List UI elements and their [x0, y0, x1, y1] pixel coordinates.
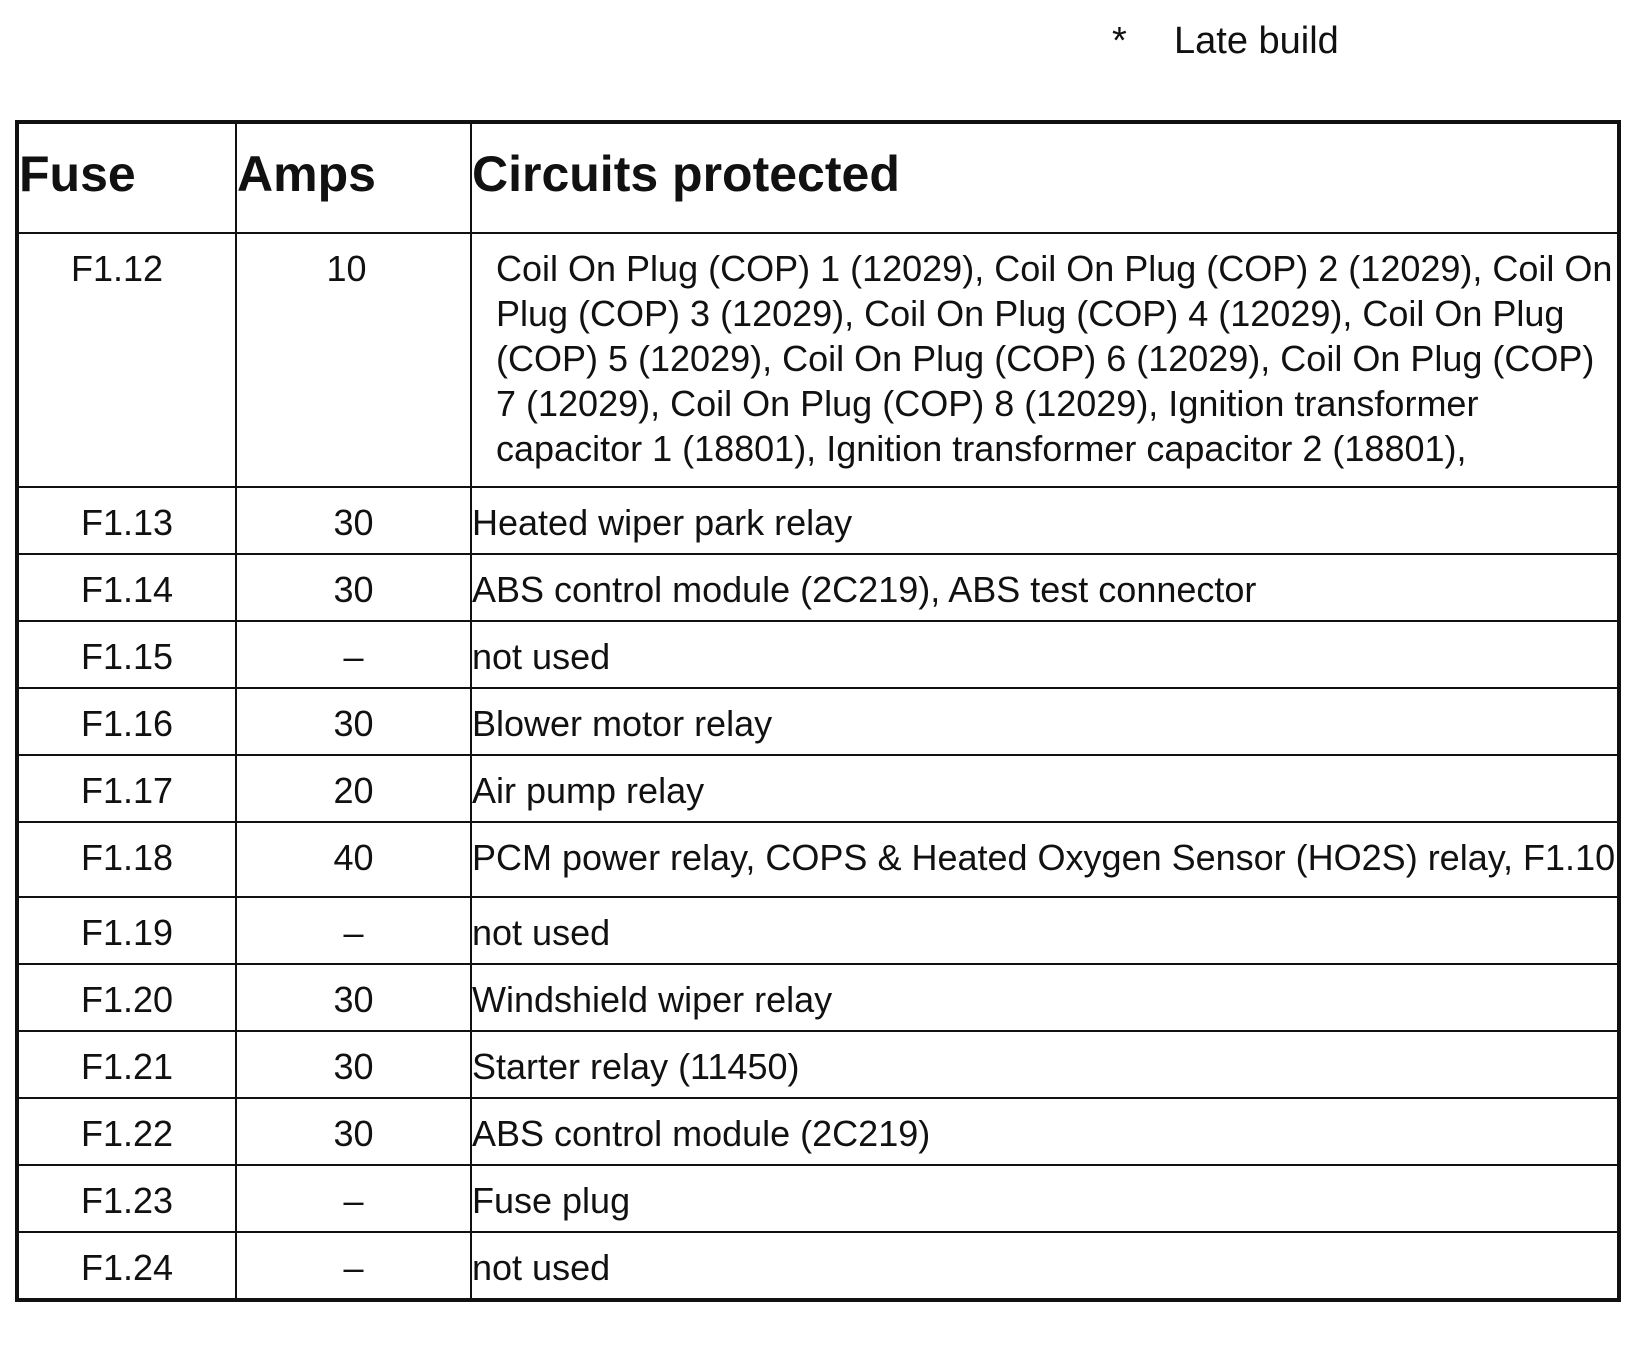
amps-cell: –	[236, 621, 471, 688]
header-circuits: Circuits protected	[471, 122, 1619, 233]
header-amps: Amps	[236, 122, 471, 233]
circuits-cell: Coil On Plug (COP) 1 (12029), Coil On Plug (COP) 2 (12029), Coil On Plug (COP) 3 (12029), Coil On Plug (COP) 4 (12029), Coil On Plug (COP) 5 (12029), Coil On Plug (COP) 6 (12029), Coil On Plug (COP) 7 (12029), Coil On Plug (COP) 8 (12029), Ignition transformer capacitor 1 (18801), Ignition transformer capacitor 2 (18801),	[471, 233, 1619, 487]
amps-cell: –	[236, 1232, 471, 1300]
circuits-cell: Air pump relay	[471, 755, 1619, 822]
fuse-cell: F1.20	[17, 964, 236, 1031]
amps-cell: –	[236, 1165, 471, 1232]
table-row	[17, 688, 1619, 755]
table-row	[17, 487, 1619, 554]
header-fuse: Fuse	[17, 122, 236, 233]
amps-cell: 30	[236, 688, 471, 755]
table-row	[17, 621, 1619, 688]
fuse-cell: F1.16	[17, 688, 236, 755]
table-row	[17, 554, 1619, 621]
table-row	[17, 1031, 1619, 1098]
circuits-cell: not used	[471, 621, 1619, 688]
amps-cell: 30	[236, 1098, 471, 1165]
amps-cell: 30	[236, 964, 471, 1031]
circuits-cell: ABS control module (2C219)	[471, 1098, 1619, 1165]
fuse-cell: F1.19	[17, 897, 236, 964]
circuits-cell: Starter relay (11450)	[471, 1031, 1619, 1098]
table-row	[17, 233, 1619, 487]
fuse-cell: F1.17	[17, 755, 236, 822]
fuse-cell: F1.24	[17, 1232, 236, 1300]
late-build-note	[1112, 18, 1339, 64]
table-row	[17, 822, 1619, 897]
circuits-cell: Fuse plug	[471, 1165, 1619, 1232]
note-text: Late build	[1174, 20, 1339, 62]
fuse-table	[15, 120, 1621, 1302]
amps-cell: 10	[236, 233, 471, 487]
table-row	[17, 964, 1619, 1031]
table-row	[17, 1232, 1619, 1300]
fuse-cell: F1.12	[17, 233, 236, 487]
fuse-cell: F1.14	[17, 554, 236, 621]
circuits-cell: PCM power relay, COPS & Heated Oxygen Sensor (HO2S) relay, F1.10	[471, 822, 1619, 897]
fuse-cell: F1.13	[17, 487, 236, 554]
table-row	[17, 1098, 1619, 1165]
amps-cell: –	[236, 897, 471, 964]
amps-cell: 30	[236, 487, 471, 554]
amps-cell: 20	[236, 755, 471, 822]
amps-cell: 30	[236, 554, 471, 621]
circuits-cell: ABS control module (2C219), ABS test connector	[471, 554, 1619, 621]
circuits-cell: Blower motor relay	[471, 688, 1619, 755]
amps-cell: 30	[236, 1031, 471, 1098]
table-row	[17, 1165, 1619, 1232]
circuits-cell: not used	[471, 897, 1619, 964]
asterisk-mark: *	[1112, 20, 1127, 62]
fuse-cell: F1.18	[17, 822, 236, 897]
circuits-cell: Heated wiper park relay	[471, 487, 1619, 554]
table-row	[17, 897, 1619, 964]
fuse-cell: F1.15	[17, 621, 236, 688]
fuse-cell: F1.22	[17, 1098, 236, 1165]
amps-cell: 40	[236, 822, 471, 897]
fuse-cell: F1.21	[17, 1031, 236, 1098]
table-header-row	[17, 122, 1619, 233]
circuits-cell: not used	[471, 1232, 1619, 1300]
fuse-cell: F1.23	[17, 1165, 236, 1232]
table-row	[17, 755, 1619, 822]
circuits-cell: Windshield wiper relay	[471, 964, 1619, 1031]
